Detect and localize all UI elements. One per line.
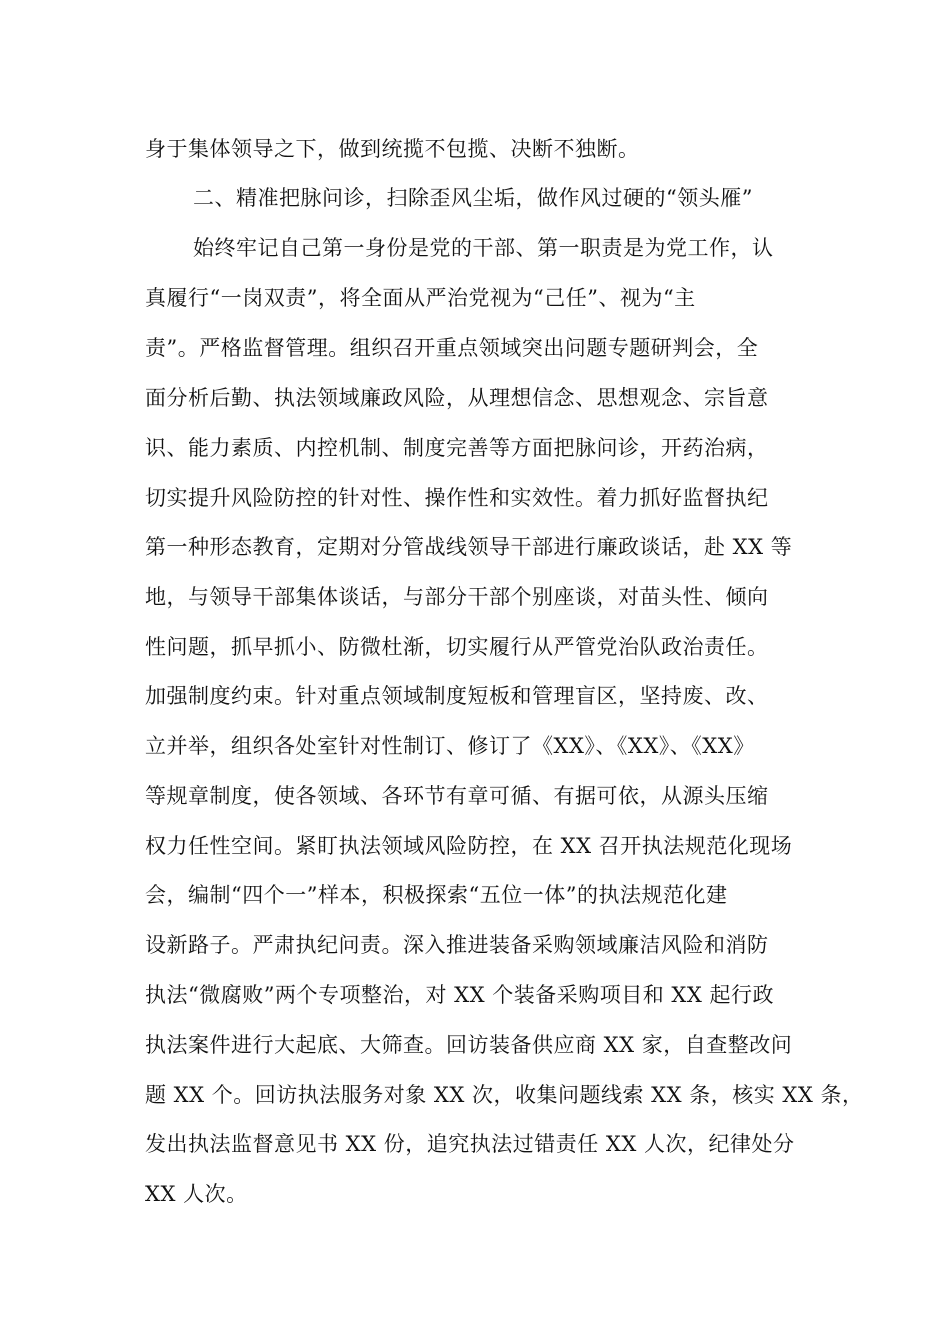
paragraph-line: 识、能力素质、内控机制、制度完善等方面把脉问诊，开药治病， bbox=[145, 436, 769, 460]
paragraph-line: 真履行“一岗双责”，将全面从严治党视为“己任”、视为“主 bbox=[145, 286, 696, 310]
paragraph-line: 地，与领导干部集体谈话，与部分干部个别座谈，对苗头性、倾向 bbox=[145, 585, 769, 609]
paragraph-line: 执法“微腐败”两个专项整治，对 XX 个装备采购项目和 XX 起行政 bbox=[145, 983, 774, 1007]
paragraph-line: 会，编制“四个一”样本，积极探索“五位一体”的执法规范化建 bbox=[145, 883, 728, 907]
section-heading: 二、精准把脉问诊，扫除歪风尘垢，做作风过硬的“领头雁” bbox=[193, 186, 753, 210]
paragraph-continuation-line: 身于集体领导之下，做到统揽不包揽、决断不独断。 bbox=[145, 137, 640, 161]
paragraph-line: 加强制度约束。针对重点领域制度短板和管理盲区，坚持废、改、 bbox=[145, 684, 769, 708]
paragraph-line: 等规章制度，使各领域、各环节有章可循、有据可依，从源头压缩 bbox=[145, 784, 769, 808]
paragraph-line: 切实提升风险防控的针对性、操作性和实效性。着力抓好监督执纪 bbox=[145, 486, 769, 510]
paragraph-line: 权力任性空间。紧盯执法领域风险防控，在 XX 召开执法规范化现场 bbox=[145, 834, 793, 858]
paragraph-last-line: XX 人次。 bbox=[145, 1182, 248, 1206]
paragraph-line: 立并举，组织各处室针对性制订、修订了《XX》、《XX》、《XX》 bbox=[145, 734, 755, 758]
paragraph-line: 性问题，抓早抓小、防微杜渐，切实履行从严管党治队政治责任。 bbox=[145, 635, 769, 659]
paragraph-line: 第一种形态教育，定期对分管战线领导干部进行廉政谈话，赴 XX 等 bbox=[145, 535, 793, 559]
paragraph-line: 执法案件进行大起底、大筛查。回访装备供应商 XX 家，自查整改问 bbox=[145, 1033, 793, 1057]
paragraph-first-line: 始终牢记自己第一身份是党的干部、第一职责是为党工作，认 bbox=[193, 236, 774, 260]
paragraph-line: 面分析后勤、执法领域廉政风险，从理想信念、思想观念、宗旨意 bbox=[145, 386, 769, 410]
paragraph-line: 发出执法监督意见书 XX 份，追究执法过错责任 XX 人次，纪律处分 bbox=[145, 1132, 795, 1156]
paragraph-line: 题 XX 个。回访执法服务对象 XX 次，收集问题线索 XX 条，核实 XX 条， bbox=[145, 1083, 864, 1107]
paragraph-line: 责”。严格监督管理。组织召开重点领域突出问题专题研判会，全 bbox=[145, 336, 759, 360]
paragraph-line: 设新路子。严肃执纪问责。深入推进装备采购领域廉洁风险和消防 bbox=[145, 933, 769, 957]
